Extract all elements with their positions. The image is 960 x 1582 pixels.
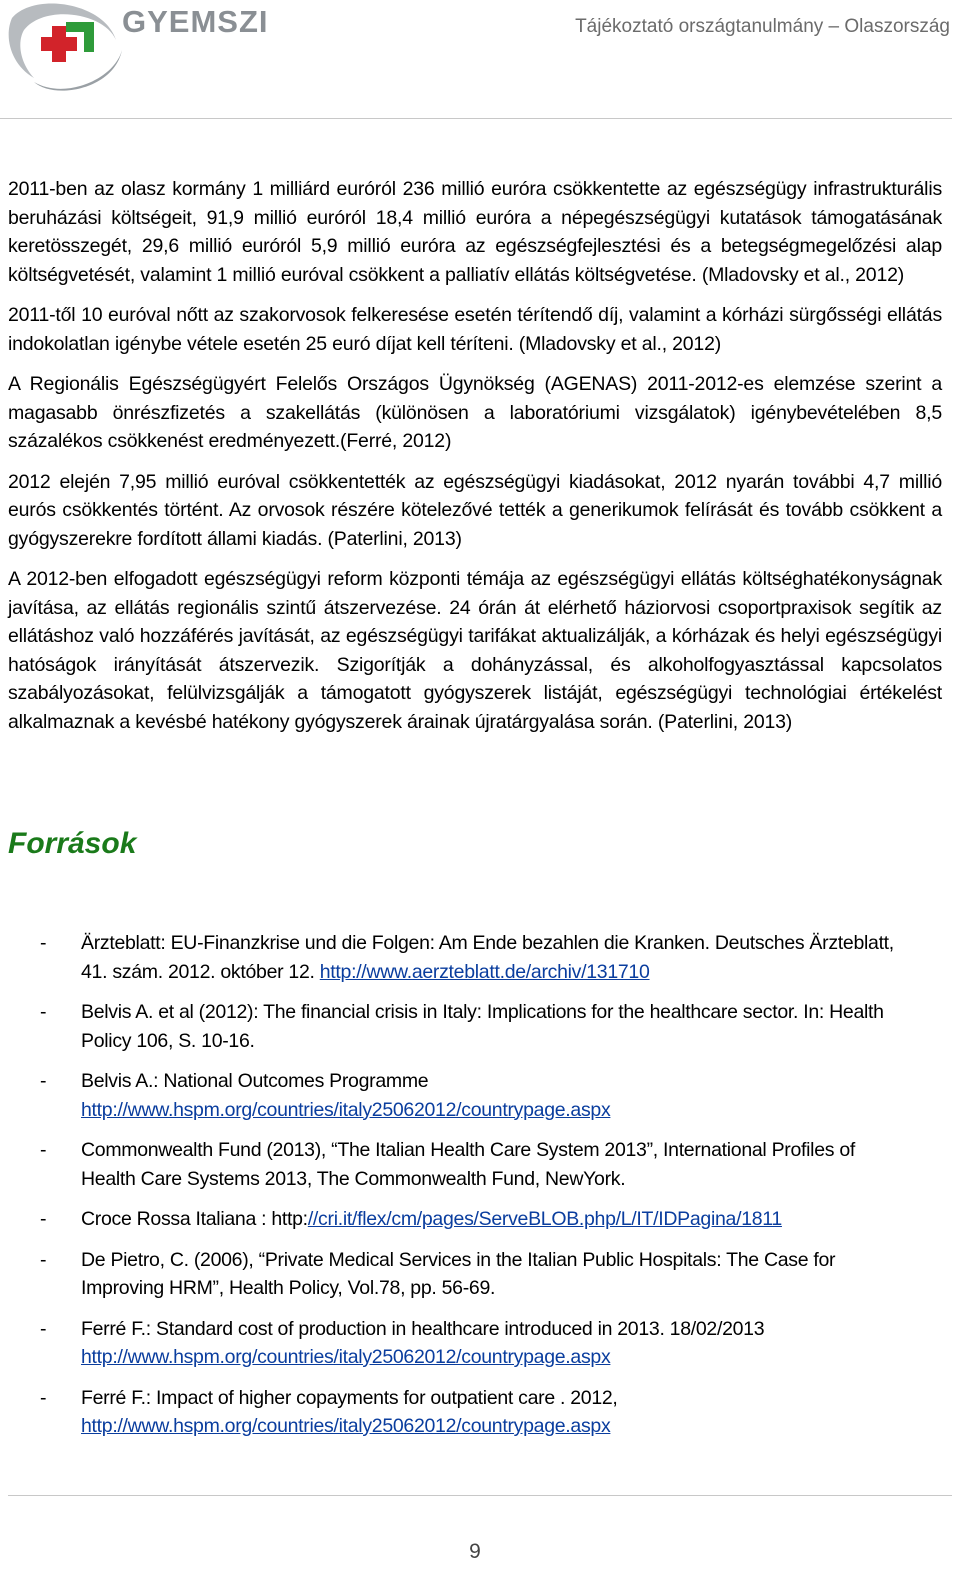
page-header (0, 0, 960, 120)
reference-item (8, 1067, 908, 1124)
reference-text: Ferré F.: Standard cost of production in healthcare introduced in 2013. 18/02/2013 (81, 1317, 765, 1340)
sources-heading: Források (8, 827, 137, 860)
paragraph: A 2012-ben elfogadott egészségügyi reform központi témája az egészségügyi ellátás költséghatékonyságnak javítása, az ellátás regionális szintű átszervezése. 24 órán át elérhető háziorvosi csoportpraxisok segítik az ellátáshoz való hozzáférés javítását, az egészségügyi tarifákat aktualizálják, a kórházak és helyi egészségügyi hatóságok irányítását átszervezik. Szigorítják a dohányzással, és alkoholfogyasztással kapcsolatos szabályozásokat, felülvizsgálják a támogatott gyógyszerek listáját, egészségügyi technológiai értékelést alkalmaznak a kevésbé hatékony gyógyszerek árainak újratárgyalása során. (Paterlini, 2013) (8, 568, 942, 733)
reference-link[interactable]: http://www.aerzteblatt.de/archiv/131710 (319, 960, 650, 983)
reference-text: Ärzteblatt: EU-Finanzkrise und die Folgen: Am Ende bezahlen die Kranken. Deutsches Ärzteblatt, 41. szám. 2012. október 12. (81, 932, 894, 983)
header-divider (0, 118, 952, 119)
list-dash: - (40, 1001, 47, 1023)
reference-text: Commonwealth Fund (2013), “The Italian Health Care System 2013”, International Profiles of Health Care Systems 2013, The Commonwealth Fund, NewYork. (81, 1139, 855, 1190)
list-dash: - (40, 1317, 47, 1340)
reference-item (8, 1315, 908, 1372)
list-dash: - (40, 1139, 47, 1161)
logo-emblem-icon (4, 0, 124, 96)
reference-text: Belvis A.: National Outcomes Programme (81, 1070, 429, 1092)
paragraph: 2012 elején 7,95 millió euróval csökkentették az egészségügyi kiadásokat, 2012 nyarán további 4,7 millió eurós csökkentés történt. Az orvosok részére kötelezővé tették a generikumok felírását és tovább csökkent a gyógyszerekre fordított állami kiadás. (Paterlini, 2013) (8, 470, 942, 550)
logo-text: GYEMSZI (122, 4, 269, 39)
reference-link[interactable]: http://www.hspm.org/countries/italy25062012/countrypage.aspx (81, 1346, 611, 1368)
reference-link[interactable]: http://www.hspm.org/countries/italy25062012/countrypage.aspx (81, 1098, 611, 1121)
reference-text: Belvis A. et al (2012): The financial crisis in Italy: Implications for the healthcare sector. In: Health Policy 106, S. 10-16. (81, 1001, 884, 1052)
list-dash: - (40, 1070, 47, 1092)
reference-list (8, 929, 908, 1453)
header-title: Tájékoztató országtanulmány – Olaszország (575, 16, 950, 37)
reference-link[interactable]: //cri.it/flex/cm/pages/ServeBLOB.php/L/IT/IDPagina/1811 (307, 1208, 782, 1230)
reference-item (8, 1246, 908, 1303)
paragraph: 2011-től 10 euróval nőtt az szakorvosok felkeresése esetén térítendő díj, valamint a kórházi sürgősségi ellátás indokolatlan igénybe vétele esetén 25 euró díjat kell téríteni. (Mladovsky et al., 2012) (8, 304, 942, 355)
list-dash: - (40, 1248, 47, 1271)
reference-text: Ferré F.: Impact of higher copayments for outpatient care . 2012, (81, 1386, 618, 1409)
reference-text: De Pietro, C. (2006), “Private Medical Services in the Italian Public Hospitals: The Case for Improving HRM”, Health Policy, Vol.78, pp. 56-69. (81, 1248, 836, 1299)
gyemszi-logo (4, 0, 304, 96)
reference-item (8, 1136, 908, 1193)
paragraph: 2011-ben az olasz kormány 1 milliárd euróról 236 millió euróra csökkentette az egészségügy infrastrukturális beruházási költségeit, 91,9 millió euróról 18,4 millió euróra a népegészségügyi kutatások támogatásának keretösszegét, 29,6 millió euróról 5,9 millió euróra az egészségfejlesztési és a betegségmegelőzési alap költségvetését, valamint 1 millió euróval csökkent a palliatív ellátás költségvetése. (Mladovsky et al., 2012) (8, 178, 942, 286)
reference-item (8, 929, 908, 986)
body-text (8, 175, 942, 748)
reference-item (8, 1384, 908, 1441)
reference-link[interactable]: http://www.hspm.org/countries/italy25062012/countrypage.aspx (81, 1415, 611, 1437)
reference-text: Croce Rossa Italiana : http: (81, 1208, 308, 1230)
list-dash: - (40, 1208, 47, 1230)
page-number: 9 (469, 1540, 481, 1563)
reference-item (8, 1205, 908, 1234)
paragraph: A Regionális Egészségügyért Felelős Országos Ügynökség (AGENAS) 2011-2012-es elemzése szerint a magasabb önrészfizetés a szakellátás (különösen a laboratóriumi vizsgálatok) igénybevételében 8,5 százalékos csökkenést eredményezett.(Ferré, 2012) (8, 373, 942, 452)
reference-item (8, 998, 908, 1055)
list-dash: - (40, 932, 47, 954)
footer-divider (8, 1495, 952, 1496)
list-dash: - (40, 1386, 47, 1409)
